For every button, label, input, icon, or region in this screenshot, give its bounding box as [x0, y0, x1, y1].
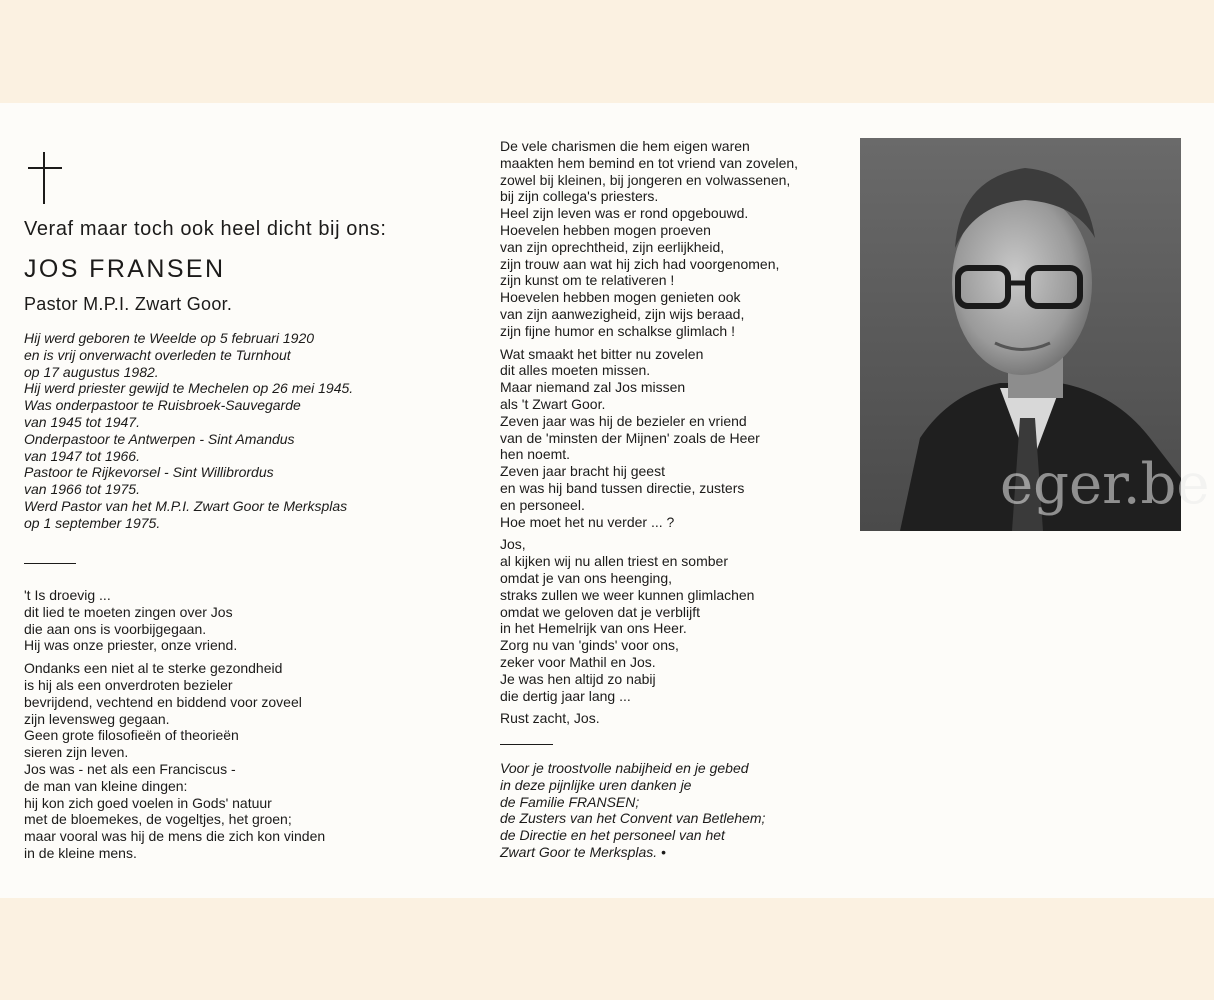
poem-line: Zeven jaar bracht hij geest [500, 463, 665, 480]
poem-line: Maar niemand zal Jos missen [500, 379, 686, 396]
poem-line: al kijken wij nu allen triest en somber [500, 553, 728, 570]
poem-line: Rust zacht, Jos. [500, 710, 600, 727]
bio-line: Werd Pastor van het M.P.I. Zwart Goor te Merksplas [24, 497, 348, 514]
bio-line: op 17 augustus 1982. [24, 363, 159, 380]
watermark: eger.be [1000, 452, 1210, 517]
poem-line: maakten hem bemind en tot vriend van zovelen, [500, 154, 799, 171]
poem-line: zijn kunst om te relativeren ! [500, 272, 675, 289]
poem-line: zijn trouw aan wat hij zich had voorgenomen, [500, 255, 780, 272]
poem-line: dit alles moeten missen. [500, 362, 651, 379]
cross-icon [28, 152, 62, 204]
poem-line: Zorg nu van 'ginds' voor ons, [500, 637, 679, 654]
poem-line: van zijn oprechtheid, zijn eerlijkheid, [500, 238, 725, 255]
poem-line: Geen grote filosofieën of theorieën [24, 727, 239, 744]
poem-right [500, 138, 798, 727]
closing-line: Voor je troostvolle nabijheid en je gebed [500, 760, 749, 776]
poem-line: omdat je van ons heenging, [500, 569, 673, 586]
poem-line: bij zijn collega's priesters. [500, 188, 659, 205]
poem-line: Heel zijn leven was er rond opgebouwd. [500, 205, 749, 222]
poem-line: Ondanks een niet al te sterke gezondheid [24, 660, 283, 677]
poem-line: van zijn aanwezigheid, zijn wijs beraad, [500, 305, 745, 322]
poem-line: Wat smaakt het bitter nu zovelen [500, 345, 704, 362]
poem-line: die dertig jaar lang ... [500, 687, 631, 704]
intro-line: Veraf maar toch ook heel dicht bij ons: [24, 218, 387, 240]
poem-line: Hoevelen hebben mogen genieten ook [500, 289, 741, 306]
closing-line: in deze pijnlijke uren danken je [500, 776, 692, 793]
closing-line: Zwart Goor te Merksplas. • [500, 843, 666, 860]
poem-line: Hoe moet het nu verder ... ? [500, 513, 675, 530]
closing-line: de Zusters van het Convent van Betlehem; [500, 810, 766, 827]
bio-line: Pastoor te Rijkevorsel - Sint Willibrordus [24, 464, 274, 481]
poem-line: van de 'minsten der Mijnen' zoals de Heer [500, 429, 760, 446]
poem-line: zeker voor Mathil en Jos. [500, 653, 656, 670]
poem-line: is hij als een onverdroten bezieler [24, 676, 233, 693]
poem-line: in het Hemelrijk van ons Heer. [500, 620, 687, 637]
poem-line: hij kon zich goed voelen in Gods' natuur [24, 794, 272, 811]
closing-thanks [500, 760, 765, 861]
closing-line: de Directie en het personeel van het [500, 827, 725, 844]
poem-line: Hij was onze priester, onze vriend. [24, 637, 238, 654]
poem-line: straks zullen we weer kunnen glimlachen [500, 586, 755, 603]
poem-line: Zeven jaar was hij de bezieler en vriend [500, 412, 747, 429]
poem-line: de man van kleine dingen: [24, 777, 188, 794]
bio-line: Hij werd priester gewijd te Mechelen op 26 mei 1945. [24, 380, 354, 397]
deceased-name: JOS FRANSEN [24, 255, 226, 283]
bio-line: van 1945 tot 1947. [24, 413, 140, 430]
divider [24, 563, 76, 564]
poem-line: met de bloemekes, de vogeltjes, het groen; [24, 811, 292, 828]
bio-line: van 1966 tot 1975. [24, 481, 140, 498]
poem-line: sieren zijn leven. [24, 744, 129, 761]
poem-line: in de kleine mens. [24, 844, 137, 861]
bio-line: Was onderpastoor te Ruisbroek-Sauvegarde [24, 397, 301, 414]
poem-line: maar vooral was hij de mens die zich kon vinden [24, 828, 326, 845]
poem-line: De vele charismen die hem eigen waren [500, 138, 750, 154]
poem-line: als 't Zwart Goor. [500, 395, 606, 412]
poem-line: en was hij band tussen directie, zusters [500, 479, 745, 496]
deceased-role: Pastor M.P.I. Zwart Goor. [24, 294, 233, 314]
poem-line: zijn levensweg gegaan. [24, 710, 170, 727]
poem-line: dit lied te moeten zingen over Jos [24, 603, 233, 620]
poem-line: hen noemt. [500, 446, 571, 463]
bio-line: Onderpastoor te Antwerpen - Sint Amandus [24, 430, 295, 447]
poem-line: zijn fijne humor en schalkse glimlach ! [500, 322, 735, 339]
poem-line: 't Is droevig ... [24, 587, 111, 603]
bio-line: van 1947 tot 1966. [24, 447, 140, 464]
poem-line: en personeel. [500, 496, 585, 513]
poem-line: Je was hen altijd zo nabij [500, 670, 656, 687]
poem-line: bevrijdend, vechtend en biddend voor zoveel [24, 693, 302, 710]
poem-line: Jos was - net als een Franciscus - [24, 760, 236, 777]
biography [24, 330, 353, 532]
closing-line: de Familie FRANSEN; [500, 793, 640, 810]
poem-line: zowel bij kleinen, bij jongeren en volwassenen, [500, 171, 791, 188]
bio-line: en is vrij onverwacht overleden te Turnhout [24, 346, 291, 363]
poem-left [24, 587, 325, 862]
bio-line: op 1 september 1975. [24, 514, 161, 531]
poem-line: omdat we geloven dat je verblijft [500, 603, 700, 620]
poem-line: die aan ons is voorbijgegaan. [24, 620, 207, 637]
bio-line: Hij werd geboren te Weelde op 5 februari 1920 [24, 330, 315, 346]
poem-line: Jos, [500, 536, 526, 553]
divider [500, 744, 553, 745]
poem-line: Hoevelen hebben mogen proeven [500, 221, 711, 238]
